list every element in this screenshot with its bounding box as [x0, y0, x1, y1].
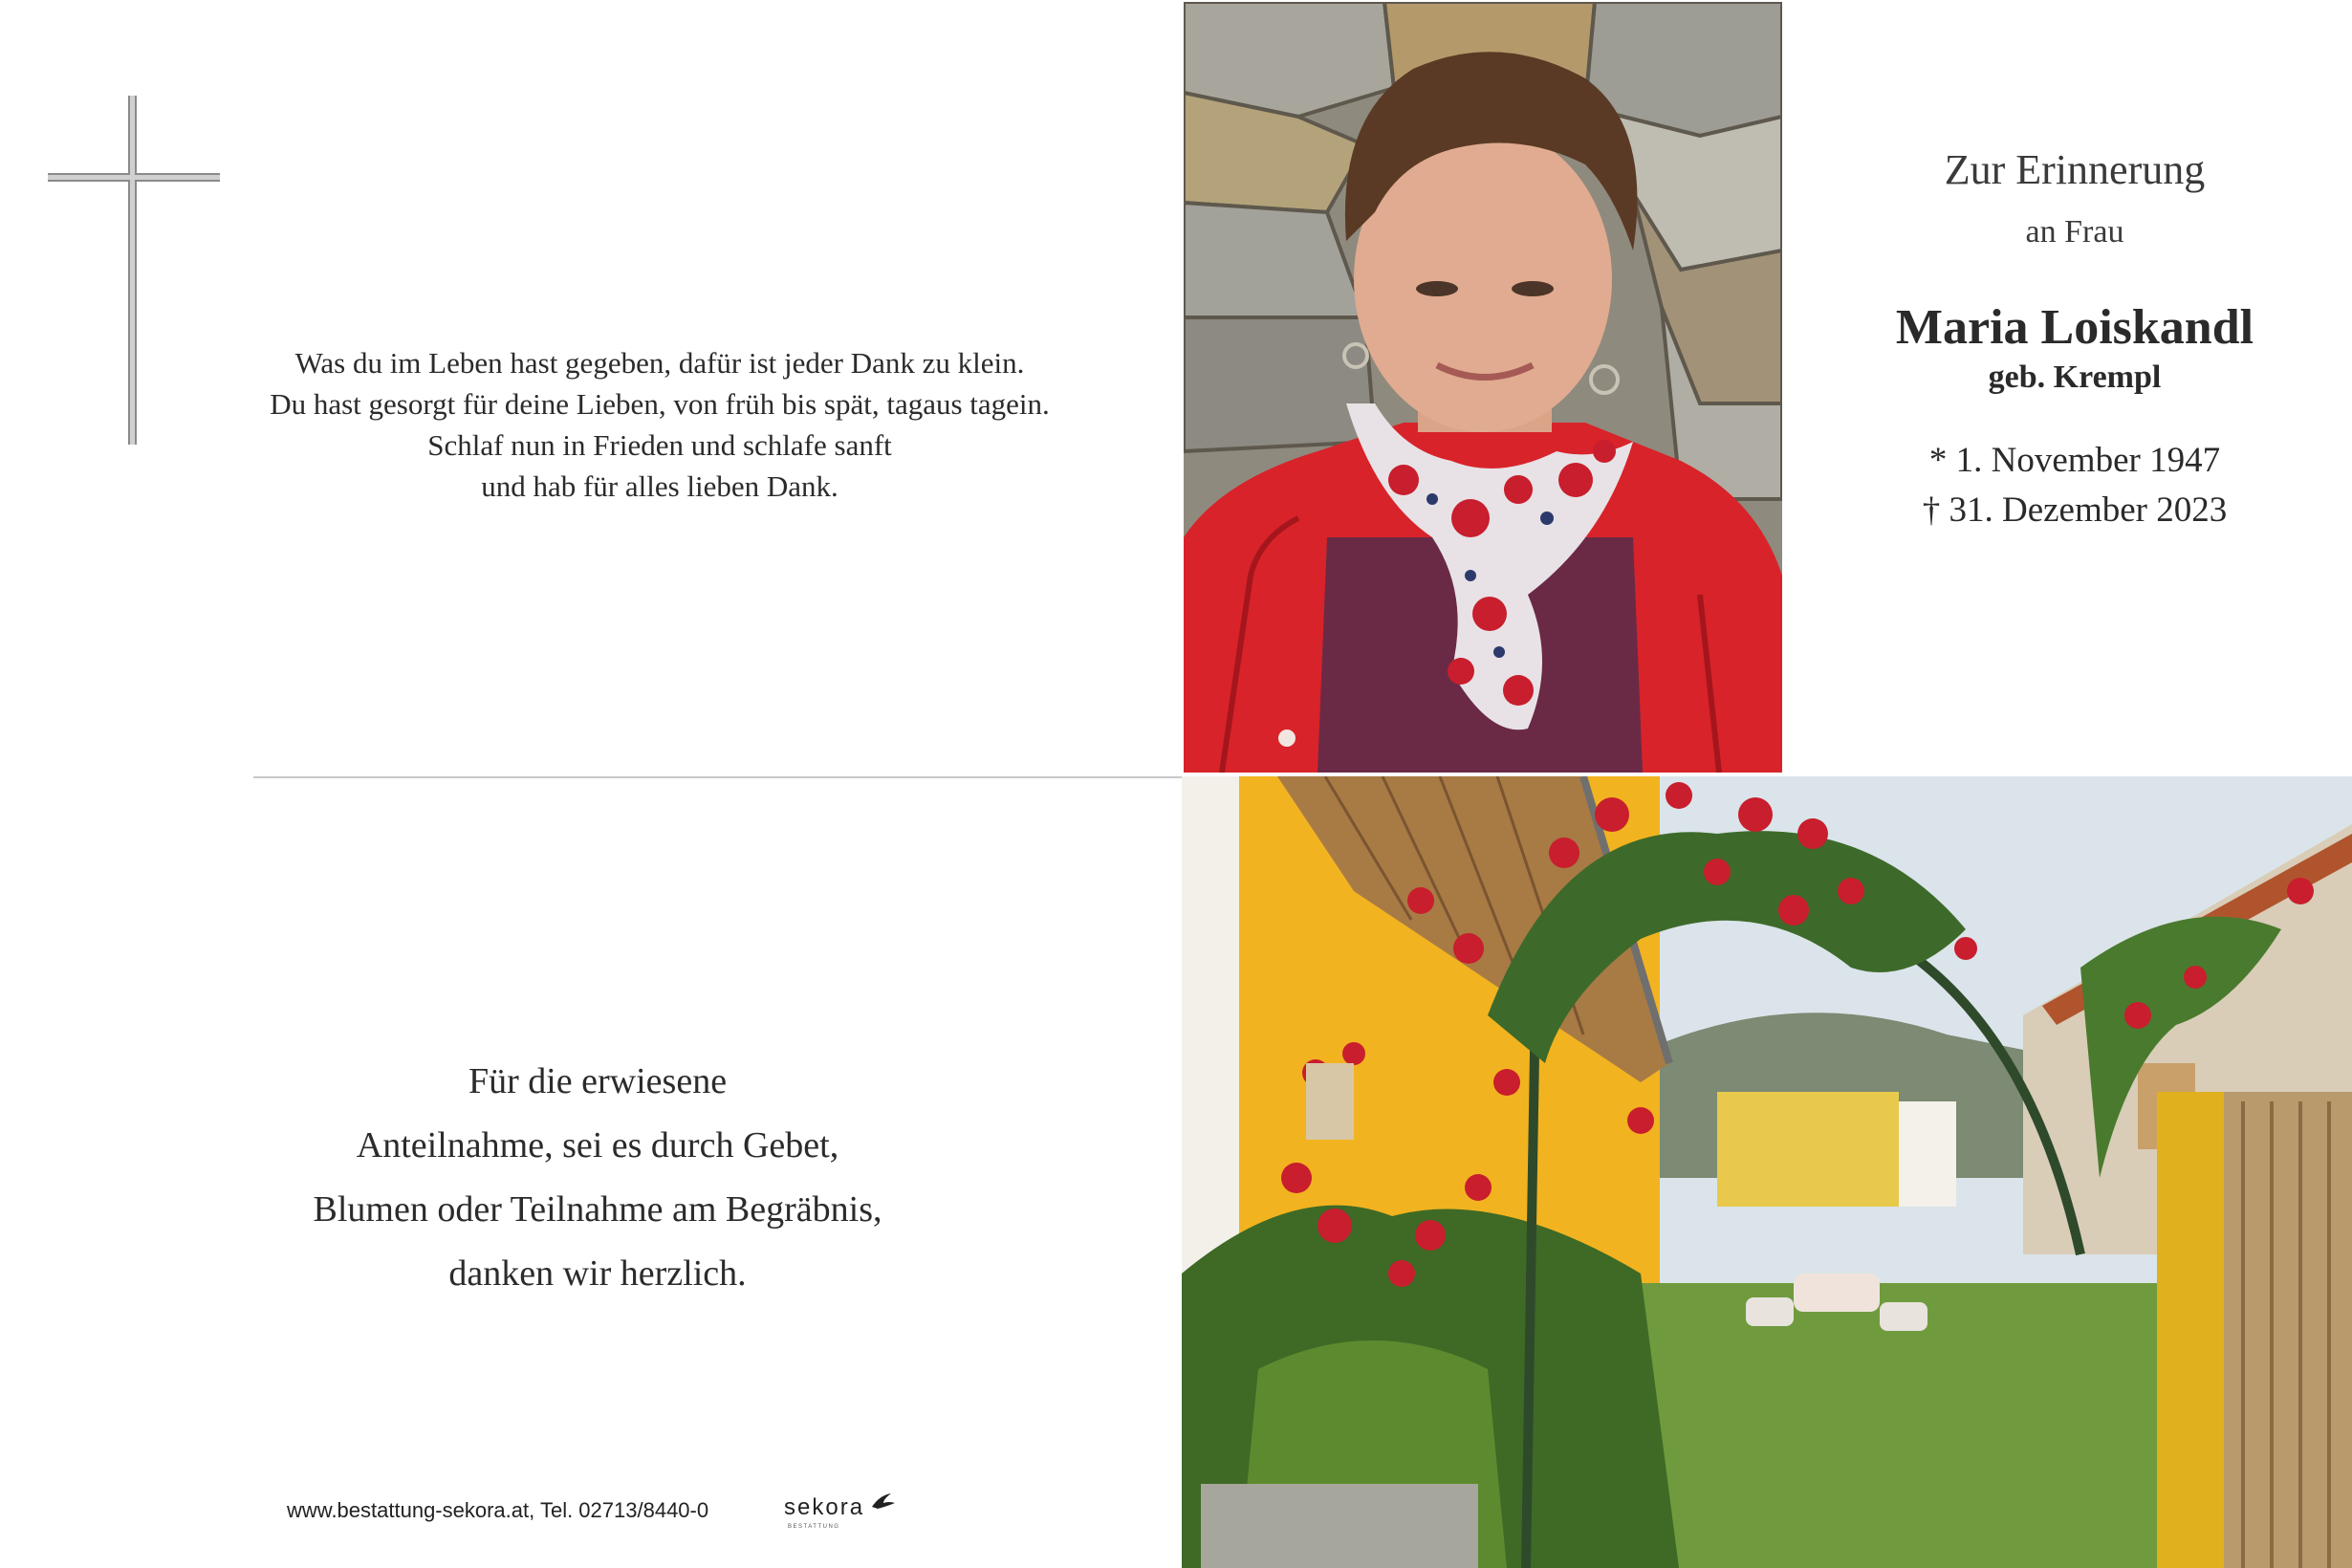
memorial-block	[1817, 143, 2333, 535]
thanks-line: danken wir herzlich.	[448, 1253, 747, 1294]
thanks-line: Anteilnahme, sei es durch Gebet,	[356, 1125, 839, 1165]
poem	[182, 342, 1138, 507]
portrait-photo	[1184, 2, 1782, 773]
memorial-title: Zur Erinnerung	[1944, 146, 2206, 193]
poem-line: Du hast gesorgt für deine Lieben, von früh bis spät, tagaus tagein.	[270, 387, 1050, 421]
footer-contact: www.bestattung-sekora.at, Tel. 02713/8440-0	[287, 1498, 709, 1522]
svg-text:BESTATTUNG: BESTATTUNG	[788, 1524, 840, 1530]
thanks-line: Für die erwiesene	[468, 1061, 728, 1101]
birth-date: * 1. November 1947	[1928, 441, 2221, 480]
life-dates	[1817, 436, 2333, 535]
svg-text:sekora: sekora	[784, 1494, 865, 1520]
fold-divider	[253, 776, 1186, 778]
poem-line: und hab für alles lieben Dank.	[481, 469, 838, 503]
thanks-line: Blumen oder Teilnahme am Begräbnis,	[313, 1189, 882, 1230]
thanks-text	[215, 1050, 980, 1306]
birth-name: geb. Krempl	[1988, 359, 2162, 395]
poem-line: Schlaf nun in Frieden und schlafe sanft	[427, 428, 892, 462]
death-date: † 31. Dezember 2023	[1922, 490, 2228, 530]
garden-photo	[1182, 776, 2352, 1568]
memorial-salutation: an Frau	[2025, 214, 2124, 250]
poem-line: Was du im Leben hast gegeben, dafür ist jeder Dank zu klein.	[294, 346, 1025, 380]
deceased-name: Maria Loiskandl	[1895, 300, 2254, 355]
sekora-logo	[784, 1492, 899, 1534]
